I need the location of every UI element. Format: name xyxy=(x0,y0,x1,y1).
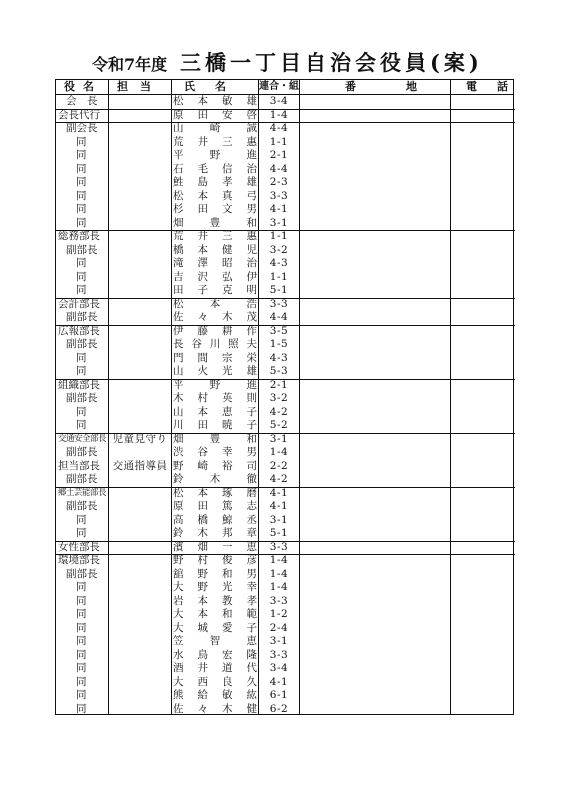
table-row xyxy=(56,514,513,528)
rengo-cell: 3-3 xyxy=(269,540,289,553)
table-row xyxy=(56,541,513,555)
table-row xyxy=(56,244,513,258)
role-cell: 同 xyxy=(76,176,87,188)
name-cell: 熊給敏紘 xyxy=(173,689,257,701)
table-row xyxy=(56,446,513,460)
role-cell: 同 xyxy=(76,581,87,593)
rengo-cell: 4-1 xyxy=(269,675,289,688)
header-charge: 担当 xyxy=(117,80,163,93)
table-row xyxy=(56,406,513,420)
name-cell: 平野進 xyxy=(173,378,257,391)
name-cell: 荒井三惠 xyxy=(173,135,257,148)
rengo-cell: 3-4 xyxy=(269,95,289,107)
charge-cell xyxy=(109,136,171,150)
rengo-cell: 2-2 xyxy=(269,459,289,472)
name-cell: 原田篤志 xyxy=(173,500,257,512)
charge-cell xyxy=(109,689,171,703)
header-tel-b: 話 xyxy=(497,80,508,93)
charge-cell xyxy=(109,217,171,231)
table-row xyxy=(56,487,513,501)
role-cell: 同 xyxy=(76,702,87,715)
header-role: 役名 xyxy=(64,80,102,93)
officers-table xyxy=(55,79,514,715)
name-cell: 畑豊和 xyxy=(173,216,257,229)
table-row xyxy=(56,527,513,541)
rengo-cell: 1-1 xyxy=(269,135,289,148)
role-cell: 女性部長 xyxy=(58,540,100,553)
name-cell: 木村英則 xyxy=(173,392,257,404)
name-cell: 山崎誠 xyxy=(173,122,257,134)
charge-cell xyxy=(109,365,171,379)
role-cell: 同 xyxy=(76,149,87,161)
charge-cell xyxy=(109,203,171,217)
charge-cell xyxy=(109,149,171,163)
header-rengo: 連合・組 xyxy=(259,81,299,92)
rengo-cell: 1-4 xyxy=(269,446,289,458)
rengo-cell: 3-3 xyxy=(269,297,289,310)
name-cell: 岩本教孝 xyxy=(173,594,257,607)
table-row xyxy=(56,311,513,325)
rengo-cell: 4-2 xyxy=(269,473,289,485)
name-cell: 伊藤耕作 xyxy=(173,324,257,337)
title-year: 令和7年度 xyxy=(92,55,168,74)
role-cell: 同 xyxy=(76,162,87,175)
charge-cell xyxy=(109,176,171,190)
rengo-cell: 2-3 xyxy=(269,176,289,188)
charge-cell xyxy=(109,595,171,609)
rengo-cell: 3-2 xyxy=(269,392,289,404)
rengo-cell: 2-4 xyxy=(269,621,289,634)
role-cell: 同 xyxy=(76,365,87,377)
charge-cell xyxy=(109,392,171,406)
role-cell: 同 xyxy=(76,608,87,620)
table-row xyxy=(56,460,513,474)
role-cell: 組織部長 xyxy=(58,378,100,391)
name-cell: 鮏島孝雄 xyxy=(173,176,257,188)
table-row xyxy=(56,500,513,514)
table-row xyxy=(56,649,513,663)
rengo-cell: 4-1 xyxy=(269,203,289,215)
rengo-cell: 4-1 xyxy=(269,500,289,512)
role-cell: 同 xyxy=(76,135,87,148)
charge-cell xyxy=(109,406,171,420)
name-cell: 佐々木健 xyxy=(173,702,257,715)
table-row xyxy=(56,581,513,595)
name-cell: 松本浩 xyxy=(173,297,257,310)
table-row xyxy=(56,163,513,177)
name-cell: 鈴木邦章 xyxy=(173,527,257,539)
name-cell: 佐々木茂 xyxy=(173,311,257,323)
charge-cell xyxy=(109,514,171,528)
table-row xyxy=(56,271,513,285)
name-cell: 橋本健児 xyxy=(173,243,257,256)
charge-cell xyxy=(109,703,171,717)
table-row xyxy=(56,352,513,366)
charge-cell xyxy=(109,284,171,298)
rengo-cell: 3-2 xyxy=(269,243,289,256)
table-row xyxy=(56,95,513,109)
charge-cell xyxy=(109,635,171,649)
role-cell: 同 xyxy=(76,216,87,229)
rengo-cell: 3-3 xyxy=(269,648,289,661)
charge-cell xyxy=(109,109,171,123)
name-cell: 山本恵子 xyxy=(173,405,257,418)
charge-cell xyxy=(109,95,171,109)
charge-cell xyxy=(109,271,171,285)
role-cell: 副部長 xyxy=(66,392,98,404)
role-cell: 同 xyxy=(76,689,87,701)
charge-cell xyxy=(109,190,171,204)
document-title xyxy=(0,47,566,75)
rengo-cell: 5-1 xyxy=(269,527,289,539)
rengo-cell: 6-2 xyxy=(269,702,289,715)
name-cell: 笠智恵 xyxy=(173,635,257,647)
table-row xyxy=(56,122,513,136)
charge-cell xyxy=(109,500,171,514)
charge-cell xyxy=(109,298,171,312)
table-row xyxy=(56,190,513,204)
name-cell: 吉沢弘伊 xyxy=(173,270,257,283)
table-row xyxy=(56,338,513,352)
name-cell: 酒井道代 xyxy=(173,662,257,674)
role-cell: 同 xyxy=(76,662,87,674)
charge-cell xyxy=(109,473,171,487)
charge-cell xyxy=(109,257,171,271)
rengo-cell: 2-1 xyxy=(269,378,289,391)
name-cell: 水鳥宏隆 xyxy=(173,648,257,661)
rengo-cell: 4-4 xyxy=(269,122,289,134)
table-row xyxy=(56,676,513,690)
role-cell: 同 xyxy=(76,594,87,607)
role-cell: 副会長 xyxy=(66,122,98,134)
charge-cell xyxy=(109,568,171,582)
table-row xyxy=(56,203,513,217)
name-cell: 大野光幸 xyxy=(173,581,257,593)
name-cell: 舘野和男 xyxy=(173,567,257,580)
rengo-cell: 3-1 xyxy=(269,513,289,526)
name-cell: 大西良久 xyxy=(173,675,257,688)
rengo-cell: 3-5 xyxy=(269,324,289,337)
charge-cell xyxy=(109,163,171,177)
charge-cell xyxy=(109,527,171,541)
name-cell: 高橋鯨丞 xyxy=(173,513,257,526)
rengo-cell: 1-4 xyxy=(269,581,289,593)
rengo-cell: 1-2 xyxy=(269,608,289,620)
role-cell: 郷土芸能部長 xyxy=(58,487,107,498)
role-cell: 同 xyxy=(76,203,87,215)
table-row xyxy=(56,433,513,447)
rengo-cell: 4-4 xyxy=(269,311,289,323)
role-cell: 同 xyxy=(76,513,87,526)
header-address-b: 地 xyxy=(406,80,417,93)
table-row xyxy=(56,622,513,636)
role-cell: 副部長 xyxy=(66,500,98,512)
charge-cell xyxy=(109,622,171,636)
role-cell: 同 xyxy=(76,189,87,202)
table-row xyxy=(56,298,513,312)
charge-cell xyxy=(109,446,171,460)
table-row xyxy=(56,379,513,393)
role-cell: 同 xyxy=(76,675,87,688)
role-cell: 同 xyxy=(76,284,87,296)
rengo-cell: 1-4 xyxy=(269,554,289,566)
charge-cell xyxy=(109,352,171,366)
table-row xyxy=(56,109,513,123)
name-cell: 長谷川照夫 xyxy=(173,338,257,350)
table-row xyxy=(56,149,513,163)
rengo-cell: 3-1 xyxy=(269,432,289,445)
header-tel-a: 電 xyxy=(466,80,477,93)
charge-cell xyxy=(109,419,171,433)
table-row xyxy=(56,595,513,609)
table-row xyxy=(56,136,513,150)
name-cell: 松本琢磨 xyxy=(173,486,257,499)
role-cell: 副部長 xyxy=(66,446,98,458)
table-row xyxy=(56,635,513,649)
header-address-a: 番 xyxy=(345,80,356,93)
name-cell: 松本真弓 xyxy=(173,189,257,202)
table-row xyxy=(56,419,513,433)
role-cell: 同 xyxy=(76,351,87,364)
rengo-cell: 2-1 xyxy=(269,149,289,161)
role-cell: 会計部長 xyxy=(58,297,100,310)
name-cell: 石毛信治 xyxy=(173,162,257,175)
charge-cell xyxy=(109,311,171,325)
table-header xyxy=(56,80,513,94)
rengo-cell: 4-3 xyxy=(269,257,289,269)
rengo-cell: 1-5 xyxy=(269,338,289,350)
name-cell: 畑豊和 xyxy=(173,432,257,445)
table-row xyxy=(56,365,513,379)
charge-cell xyxy=(109,581,171,595)
role-cell: 副部長 xyxy=(66,473,98,485)
rengo-cell: 3-3 xyxy=(269,189,289,202)
table-row xyxy=(56,176,513,190)
table-row xyxy=(56,392,513,406)
role-cell: 同 xyxy=(76,635,87,647)
table-row xyxy=(56,325,513,339)
charge-cell xyxy=(109,662,171,676)
name-cell: 杉田文男 xyxy=(173,203,257,215)
charge-cell xyxy=(109,325,171,339)
header-address xyxy=(300,80,450,94)
table-row xyxy=(56,703,513,717)
role-cell: 同 xyxy=(76,419,87,431)
charge-cell xyxy=(109,244,171,258)
role-cell: 副部長 xyxy=(66,243,98,256)
role-cell: 同 xyxy=(76,648,87,661)
name-cell: 大本和範 xyxy=(173,608,257,620)
name-cell: 大城愛子 xyxy=(173,621,257,634)
name-cell: 平野進 xyxy=(173,149,257,161)
rengo-cell: 4-2 xyxy=(269,405,289,418)
role-cell: 副部長 xyxy=(66,338,98,350)
charge-cell xyxy=(109,379,171,393)
rengo-cell: 4-4 xyxy=(269,162,289,175)
charge-cell xyxy=(109,487,171,501)
role-cell: 会長代行 xyxy=(58,108,100,121)
role-cell: 同 xyxy=(76,257,87,269)
table-row xyxy=(56,257,513,271)
table-row xyxy=(56,608,513,622)
role-cell: 副部長 xyxy=(66,567,98,580)
role-cell: 同 xyxy=(76,270,87,283)
header-tel xyxy=(452,80,514,94)
table-row xyxy=(56,473,513,487)
role-cell: 担当部長 xyxy=(58,459,100,472)
name-cell: 山火光雄 xyxy=(173,365,257,377)
rengo-cell: 3-3 xyxy=(269,594,289,607)
name-cell: 田子克明 xyxy=(173,284,257,296)
name-cell: 鈴木徹 xyxy=(173,473,257,485)
table-row xyxy=(56,662,513,676)
role-cell: 同 xyxy=(76,527,87,539)
name-cell: 門間宗栄 xyxy=(173,351,257,364)
name-cell: 野村俊彦 xyxy=(173,554,257,566)
role-cell: 同 xyxy=(76,621,87,634)
table-row xyxy=(56,230,513,244)
rengo-cell: 3-1 xyxy=(269,216,289,229)
role-cell: 同 xyxy=(76,405,87,418)
rengo-cell: 3-1 xyxy=(269,635,289,647)
rengo-cell: 5-2 xyxy=(269,419,289,431)
table-row xyxy=(56,689,513,703)
rengo-cell: 1-4 xyxy=(269,108,289,121)
role-cell: 広報部長 xyxy=(58,324,100,337)
rengo-cell: 5-1 xyxy=(269,284,289,296)
charge-cell xyxy=(109,338,171,352)
name-cell: 渋谷幸男 xyxy=(173,446,257,458)
table-row xyxy=(56,217,513,231)
charge-cell xyxy=(109,676,171,690)
rengo-cell: 3-4 xyxy=(269,662,289,674)
charge-cell xyxy=(109,230,171,244)
charge-cell xyxy=(109,122,171,136)
table-row xyxy=(56,554,513,568)
charge-cell: 児童見守り xyxy=(112,432,168,445)
header-name: 氏名 xyxy=(184,80,246,93)
role-cell: 副部長 xyxy=(66,311,98,323)
rengo-cell: 4-3 xyxy=(269,351,289,364)
rengo-cell: 1-4 xyxy=(269,567,289,580)
charge-cell xyxy=(109,554,171,568)
name-cell: 濱畑一恵 xyxy=(173,540,257,553)
charge-cell xyxy=(109,608,171,622)
role-cell: 環境部長 xyxy=(58,554,100,566)
rengo-cell: 5-3 xyxy=(269,365,289,377)
role-cell: 交通安全部長 xyxy=(58,433,107,444)
name-cell: 滝澤昭治 xyxy=(173,257,257,269)
rengo-cell: 1-1 xyxy=(269,230,289,242)
table-row xyxy=(56,568,513,582)
rengo-cell: 6-1 xyxy=(269,689,289,701)
charge-cell: 交通指導員 xyxy=(112,459,168,472)
name-cell: 野崎裕司 xyxy=(173,459,257,472)
name-cell: 原田安啓 xyxy=(173,108,257,121)
table-row xyxy=(56,284,513,298)
role-cell: 会 長 xyxy=(66,95,98,107)
charge-cell xyxy=(109,541,171,555)
name-cell: 川田暁子 xyxy=(173,419,257,431)
title-main: 三橋一丁目自治会役員(案) xyxy=(180,50,483,75)
rengo-cell: 4-1 xyxy=(269,486,289,499)
role-cell: 総務部長 xyxy=(58,230,100,242)
name-cell: 荒井三惠 xyxy=(173,230,257,242)
rengo-cell: 1-1 xyxy=(269,270,289,283)
charge-cell xyxy=(109,649,171,663)
name-cell: 松本敏雄 xyxy=(173,95,257,107)
